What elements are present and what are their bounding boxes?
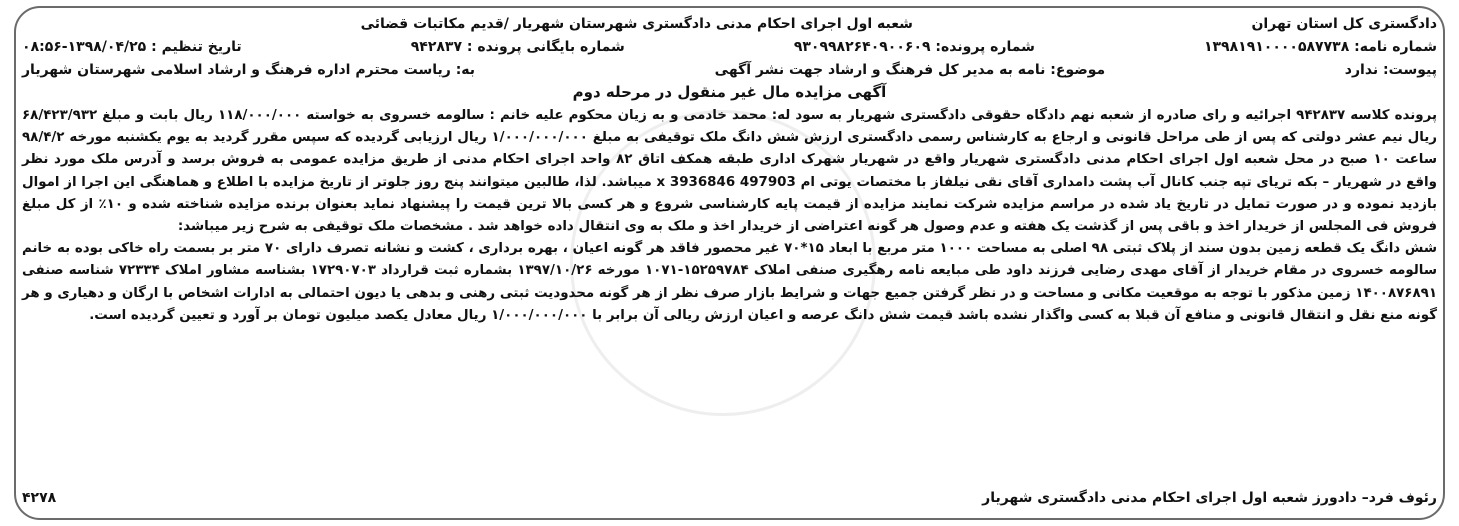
footer xyxy=(22,490,1437,512)
notice-code: ۴۲۷۸ xyxy=(22,490,57,506)
archive-number: شماره بایگانی پرونده : ۹۴۲۸۳۷ xyxy=(410,38,625,55)
header-row-org xyxy=(22,12,1437,35)
case-number: شماره پرونده: ۹۳۰۹۹۸۲۶۴۰۹۰۰۶۰۹ xyxy=(793,38,1035,55)
subject: موضوع: نامه به مدیر کل فرهنگ و ارشاد جهت نشر آگهی xyxy=(714,61,1106,78)
attachment: پیوست: ندارد xyxy=(1344,61,1437,78)
issue-date: تاریخ تنظیم : ۰۸:۵۶-۱۳۹۸/۰۴/۲۵ xyxy=(22,38,242,55)
notice-body xyxy=(22,105,1437,327)
org-name: دادگستری کل استان تهران xyxy=(1251,15,1437,32)
header-row-numbers xyxy=(22,35,1437,58)
header-row-subject xyxy=(22,58,1437,81)
recipient: به: ریاست محترم اداره فرهنگ و ارشاد اسلامی شهرستان شهریار xyxy=(22,61,476,78)
letter-number: شماره نامه: ۱۳۹۸۱۹۱۰۰۰۰۵۸۷۷۳۸ xyxy=(1203,38,1437,55)
signature: رئوف فرد– دادورز شعبه اول اجرای احکام مدنی دادگستری شهریار xyxy=(982,490,1437,506)
legal-notice xyxy=(22,12,1437,512)
auction-paragraph: پرونده کلاسه ۹۴۲۸۳۷ اجرائیه و رای صادره از شعبه نهم دادگاه حقوقی دادگستری شهریار به سود له: محمد خادمی و به زیان محکوم علیه خانم : سالومه خسروی به خواسته ۱۱۸/۰۰۰/۰۰۰ ریال بابت و مبلغ ۶۸/۴۲۳/۹۳۲ ریال نیم عشر دولتی که پس از طی مراحل قانونی و ارجاع به کارشناس رسمی دادگستری ارزش شش دانگ ملک توقیفی به مبلغ ۱/۰۰۰/۰۰۰/۰۰۰ ریال ارزیابی گردیده که سپس مقرر گردید به یوم یکشنبه مورخه ۹۸/۴/۲ ساعت ۱۰ صبح در محل شعبه اول اجرای احکام مدنی دادگستری شهریار واقع در شهریار شهرک اداری طبقه همکف اتاق ۸۲ واحد اجرای احکام مدنی از طریق مزایده عمومی به فروش برسد و آدرس ملک مورد نظر واقع در شهریار – بکه تریای تپه جنب کانال آب پشت دامداری آقای نقی نیلفاز با مختصات یوتی ام 497903 x 3936846 میباشد. لذا، طالبین میتوانند پنج روز جلوتر از تاریخ مزایده با اطلاع و هماهنگی این اجرا از اموال بازدید نموده و در صورت تمایل در تاریخ یاد شده در مراسم مزایده شرکت نمایند مزایده از قیمت پایه کارشناسی شروع و هر کسی بالا ترین قیمت را پیشنهاد نماید بعنوان برنده مزایده شناخته شده و ۱۰٪ از کل مبلغ فروش فی المجلس از خریدار اخذ و باقی پس از گذشت یک هفته و عدم وصول هر گونه اعتراضی از خریدار اخذ و ملک به وی انتقال داده خواهد شد . مشخصات ملک توقیفی به شرح زیر میباشد: xyxy=(22,108,1437,235)
branch-name: شعبه اول اجرای احکام مدنی دادگستری شهرستان شهریار /قدیم مکاتبات قضائی xyxy=(360,15,913,32)
notice-title: آگهی مزایده مال غیر منقول در مرحله دوم xyxy=(572,83,887,101)
property-paragraph: شش دانگ یک قطعه زمین بدون سند از پلاک ثبتی ۹۸ اصلی به مساحت ۱۰۰۰ متر مربع با ابعاد ۱۵*۷۰ غیر محصور فاقد هر گونه اعیان ، بهره برداری ، کشت و نشانه تصرف دارای ۷۰ متر بر بسمت راه خاکی بوده به خانم سالومه خسروی در مقام خریدار از آقای مهدی رضایی فرزند داود طی مبایعه نامه رهگیری صنفی املاک ۱۵۲۵۹۷۸۴-۱۰۷۱ مورخه ۱۳۹۷/۱۰/۲۶ بشماره ثبت قرارداد ۱۷۲۹۰۷۰۳ بشناسه مشاور املاک ۷۲۳۳۴ شناسه صنفی ۱۴۰۰۸۷۶۸۹۱ زمین مذکور با توجه به موقعیت مکانی و مساحت و در نظر گرفتن جمیع جهات و شرایط بازار صرف نظر از هر گونه محدودیت ثبتی رهنی و بدهی یا دیون احتمالی به ادارات اشخاص با ارگان و دهیاری و هر گونه منع نقل و انتقال قانونی و منافع آن قبلا به کسی واگذار نشده باشد قیمت شش دانگ عرصه و اعیان ارزش ریالی آن برابر با ۱/۰۰۰/۰۰۰/۰۰۰ ریال معادل یکصد میلیون تومان بر آورد و تعیین گردیده است. xyxy=(22,241,1438,323)
